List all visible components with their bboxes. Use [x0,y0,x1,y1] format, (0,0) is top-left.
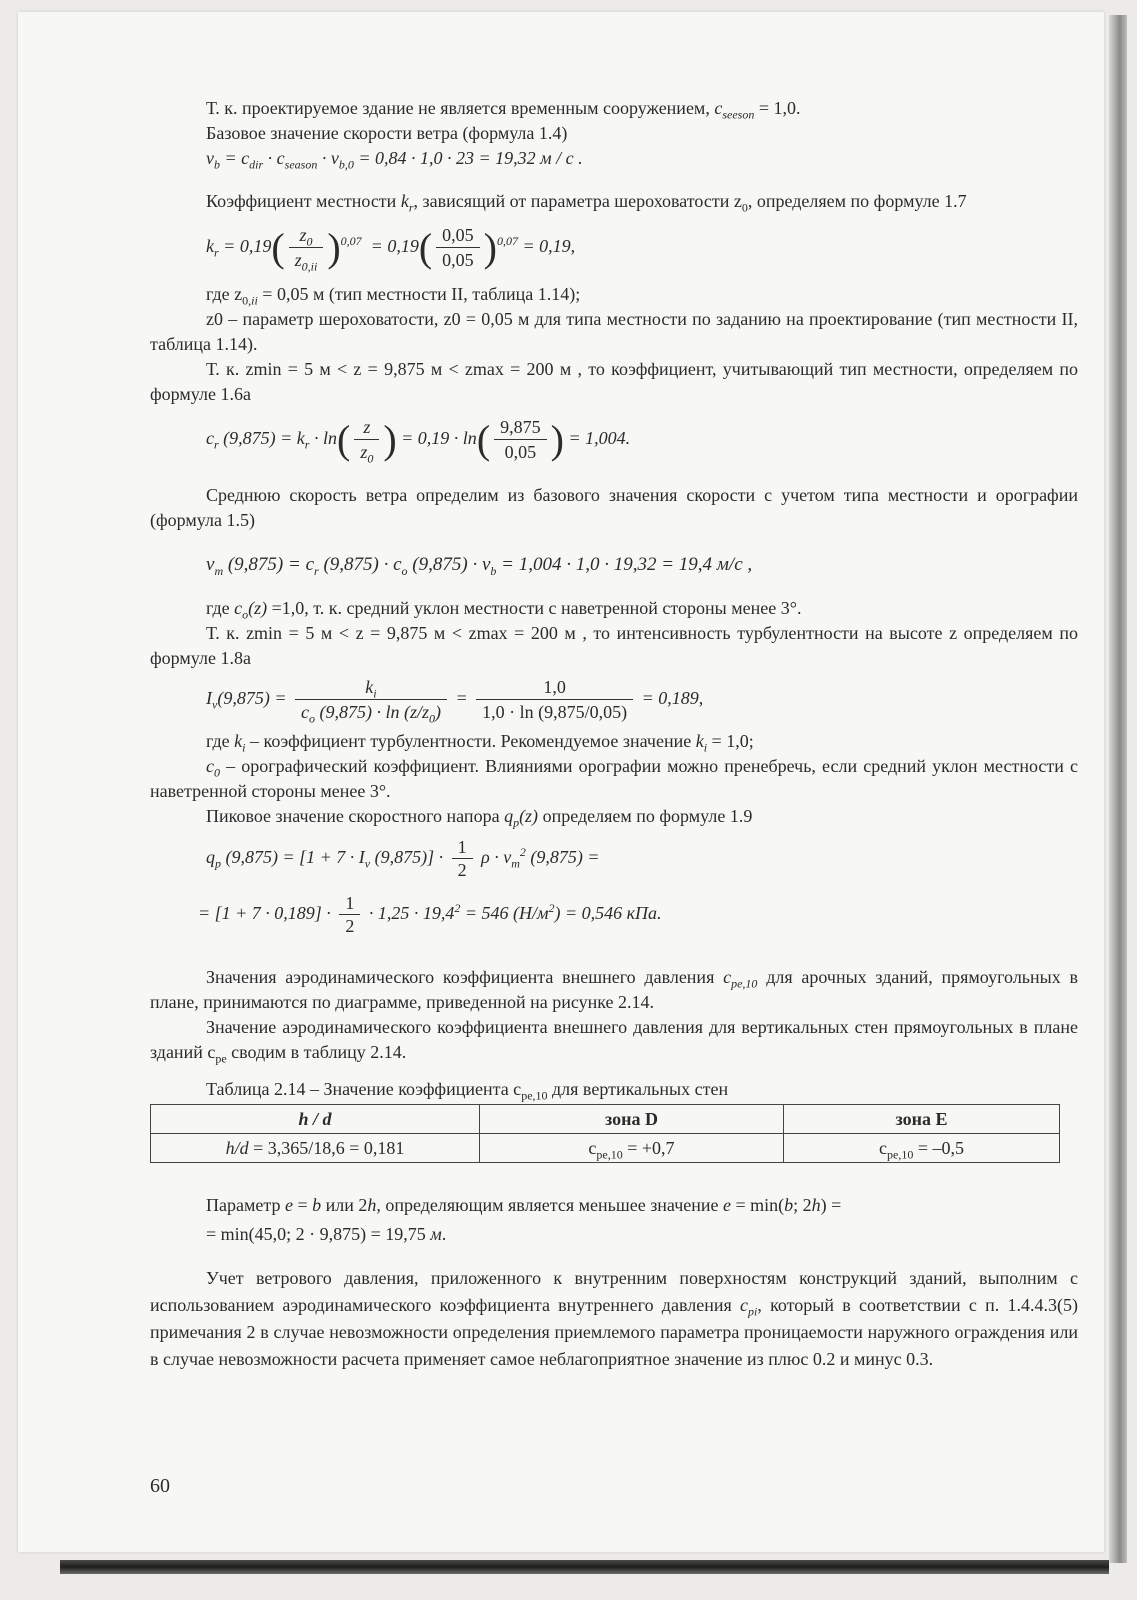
paragraph-kr: Коэффициент местности $k_r$, зависящий от параметра шероховатости $z_0$, определяем по формуле 1.7 [206,191,967,215]
paragraph-co: где $c_o(z) =1,0$, т. к. средний уклон местности с наветренной стороны менее 3°. [206,598,802,622]
paragraph-z0ii: где $z_{0,ii} = 0,05$ м (тип местности II, таблица 1.14); [206,284,581,308]
paragraph-mean-speed: Среднюю скорость ветра определим из базового значения скорости с учетом типа местности и орографии (формула 1.5) [150,485,1078,530]
page-bottom-edge [60,1560,1109,1574]
table-header: зона E [784,1105,1060,1134]
paragraph-cpe-arch: Значения аэродинамического коэффициента внешнего давления $c_{pe,10}$ для арочных зданий, прямоугольных в плане, принимаются по диаграмме, приведенной на рисунке 2.14. [150,967,1078,1012]
paragraph-base-speed: Базовое значение скорости ветра (формула 1.4) [206,123,568,143]
equation-kr: $k_r = 0,19$( $\frac{z_0}{z_{0,ii}}$ )$^{0,07}$ = 0,19( $\frac{0,05}{0,05}$ )$^{0,07}$ = 0,19, [206,224,576,274]
table-cell: h/d = 3,365/18,6 = 0,181 [151,1134,480,1163]
paragraph-zmin-cr: Т. к. zmin = 5 м < z = 9,875 м < zmax = 200 м , то коэффициент, учитывающий тип местности, определяем по формуле 1.6а [150,359,1078,404]
paragraph-qp: Пиковое значение скоростного напора $q_p(z)$ определяем по формуле 1.9 [206,806,753,830]
table-caption: Таблица 2.14 – Значение коэффициента $c_{pe,10}$ для вертикальных стен [206,1079,729,1103]
paragraph-cpi: Учет ветрового давления, приложенного к внутренним поверхностям конструкций зданий, выполним с использованием аэродинамического коэффициента внутреннего давления $c_{pi}$, который в соответствии с п. 1.4.4.3(5) примечания 2 в случае невозможности определения приемлемого параметра проницаемости наружного ограждения или в случае невозможности расчета применяет самое неблагоприятное значение из плюс 0.2 и минус 0.3. [150,1268,1078,1369]
page-edge-shadow [1109,15,1127,1563]
table-cell: $c_{pe,10} = -0,5$ [784,1134,1060,1163]
paragraph-e: Параметр e = b или 2h, определяющим является меньшее значение e = min(b; 2h) = [206,1195,842,1215]
coefficient-table [150,1104,1060,1163]
page-number: 60 [150,1475,170,1497]
table-row [151,1134,1060,1163]
document-body [150,96,1078,1373]
equation-qp-value: = [1 + 7 · 0,189] · $\frac{1}{2}$ · $1,25 \cdot 19,4^2 = 546$ $(Н/м^2) = 0,546$ кПа. [198,893,662,937]
paragraph-zmin-iv: Т. к. zmin = 5 м < z = 9,875 м < zmax = 200 м , то интенсивность турбулентности на высоте z определяем по формуле 1.8а [150,623,1078,668]
paragraph-z0: z0 – параметр шероховатости, z0 = 0,05 м для типа местности по заданию на проектирование (тип местности II, таблица 1.14). [150,309,1078,354]
equation-e: = min(45,0; 2 · 9,875) = 19,75 м. [206,1224,447,1244]
equation-cr: $c_r$ $(9,875) = k_r \cdot \ln$( $\frac{z}{z_0}$ ) = 0,19 · ln( $\frac{9,875}{0,05}$ ) = 1,004. [206,416,631,466]
equation-vm: $v_m$ $(9,875) = c_r$ $(9,875) \cdot c_o$ $(9,875) \cdot v_b = 1,004 \cdot 1,0 \cdot 19,32 = 19,4$ м/с , [206,554,753,578]
paragraph-season: Т. к. проектируемое здание не является временным сооружением, $c_{seeson} = 1,0$. [206,98,801,122]
paragraph-ki: где $k_i$ – коэффициент турбулентности. Рекомендуемое значение $k_i = 1,0$; [206,731,754,755]
table-header: h / d [151,1105,480,1134]
paragraph-c0: $c_0$ – орографический коэффициент. Влияниями орографии можно пренебречь, если средний уклон местности с наветренной стороны менее 3°. [150,756,1078,801]
equation-vb: $v_b = c_{dir} \cdot c_{season} \cdot v_{b,0} = 0,84 \cdot 1,0 \cdot 23 = 19,32$ м / с . [206,148,583,172]
paragraph-cpe-walls: Значение аэродинамического коэффициента внешнего давления для вертикальных стен прямоугольных в плане зданий $c_{pe}$ сводим в таблицу 2.14. [150,1017,1078,1066]
table-cell: $c_{pe,10} = +0,7$ [480,1134,784,1163]
equation-qp: $q_p$ $(9,875) = [1 + 7 \cdot I_v$ (9,875)] · $\frac{1}{2}$ $\rho \cdot v_m^2$ (9,875) = [206,837,600,881]
equation-iv: $I_v(9,875)$ = $\frac{k_i}{c_o (9,875) \cdot \ln (z/z_0)}$ = $\frac{1,0}{1,0 \cdot \ln (9,875/0,05)}$ = 0,189, [206,677,704,726]
table-header-row [151,1105,1060,1134]
table-header: зона D [480,1105,784,1134]
